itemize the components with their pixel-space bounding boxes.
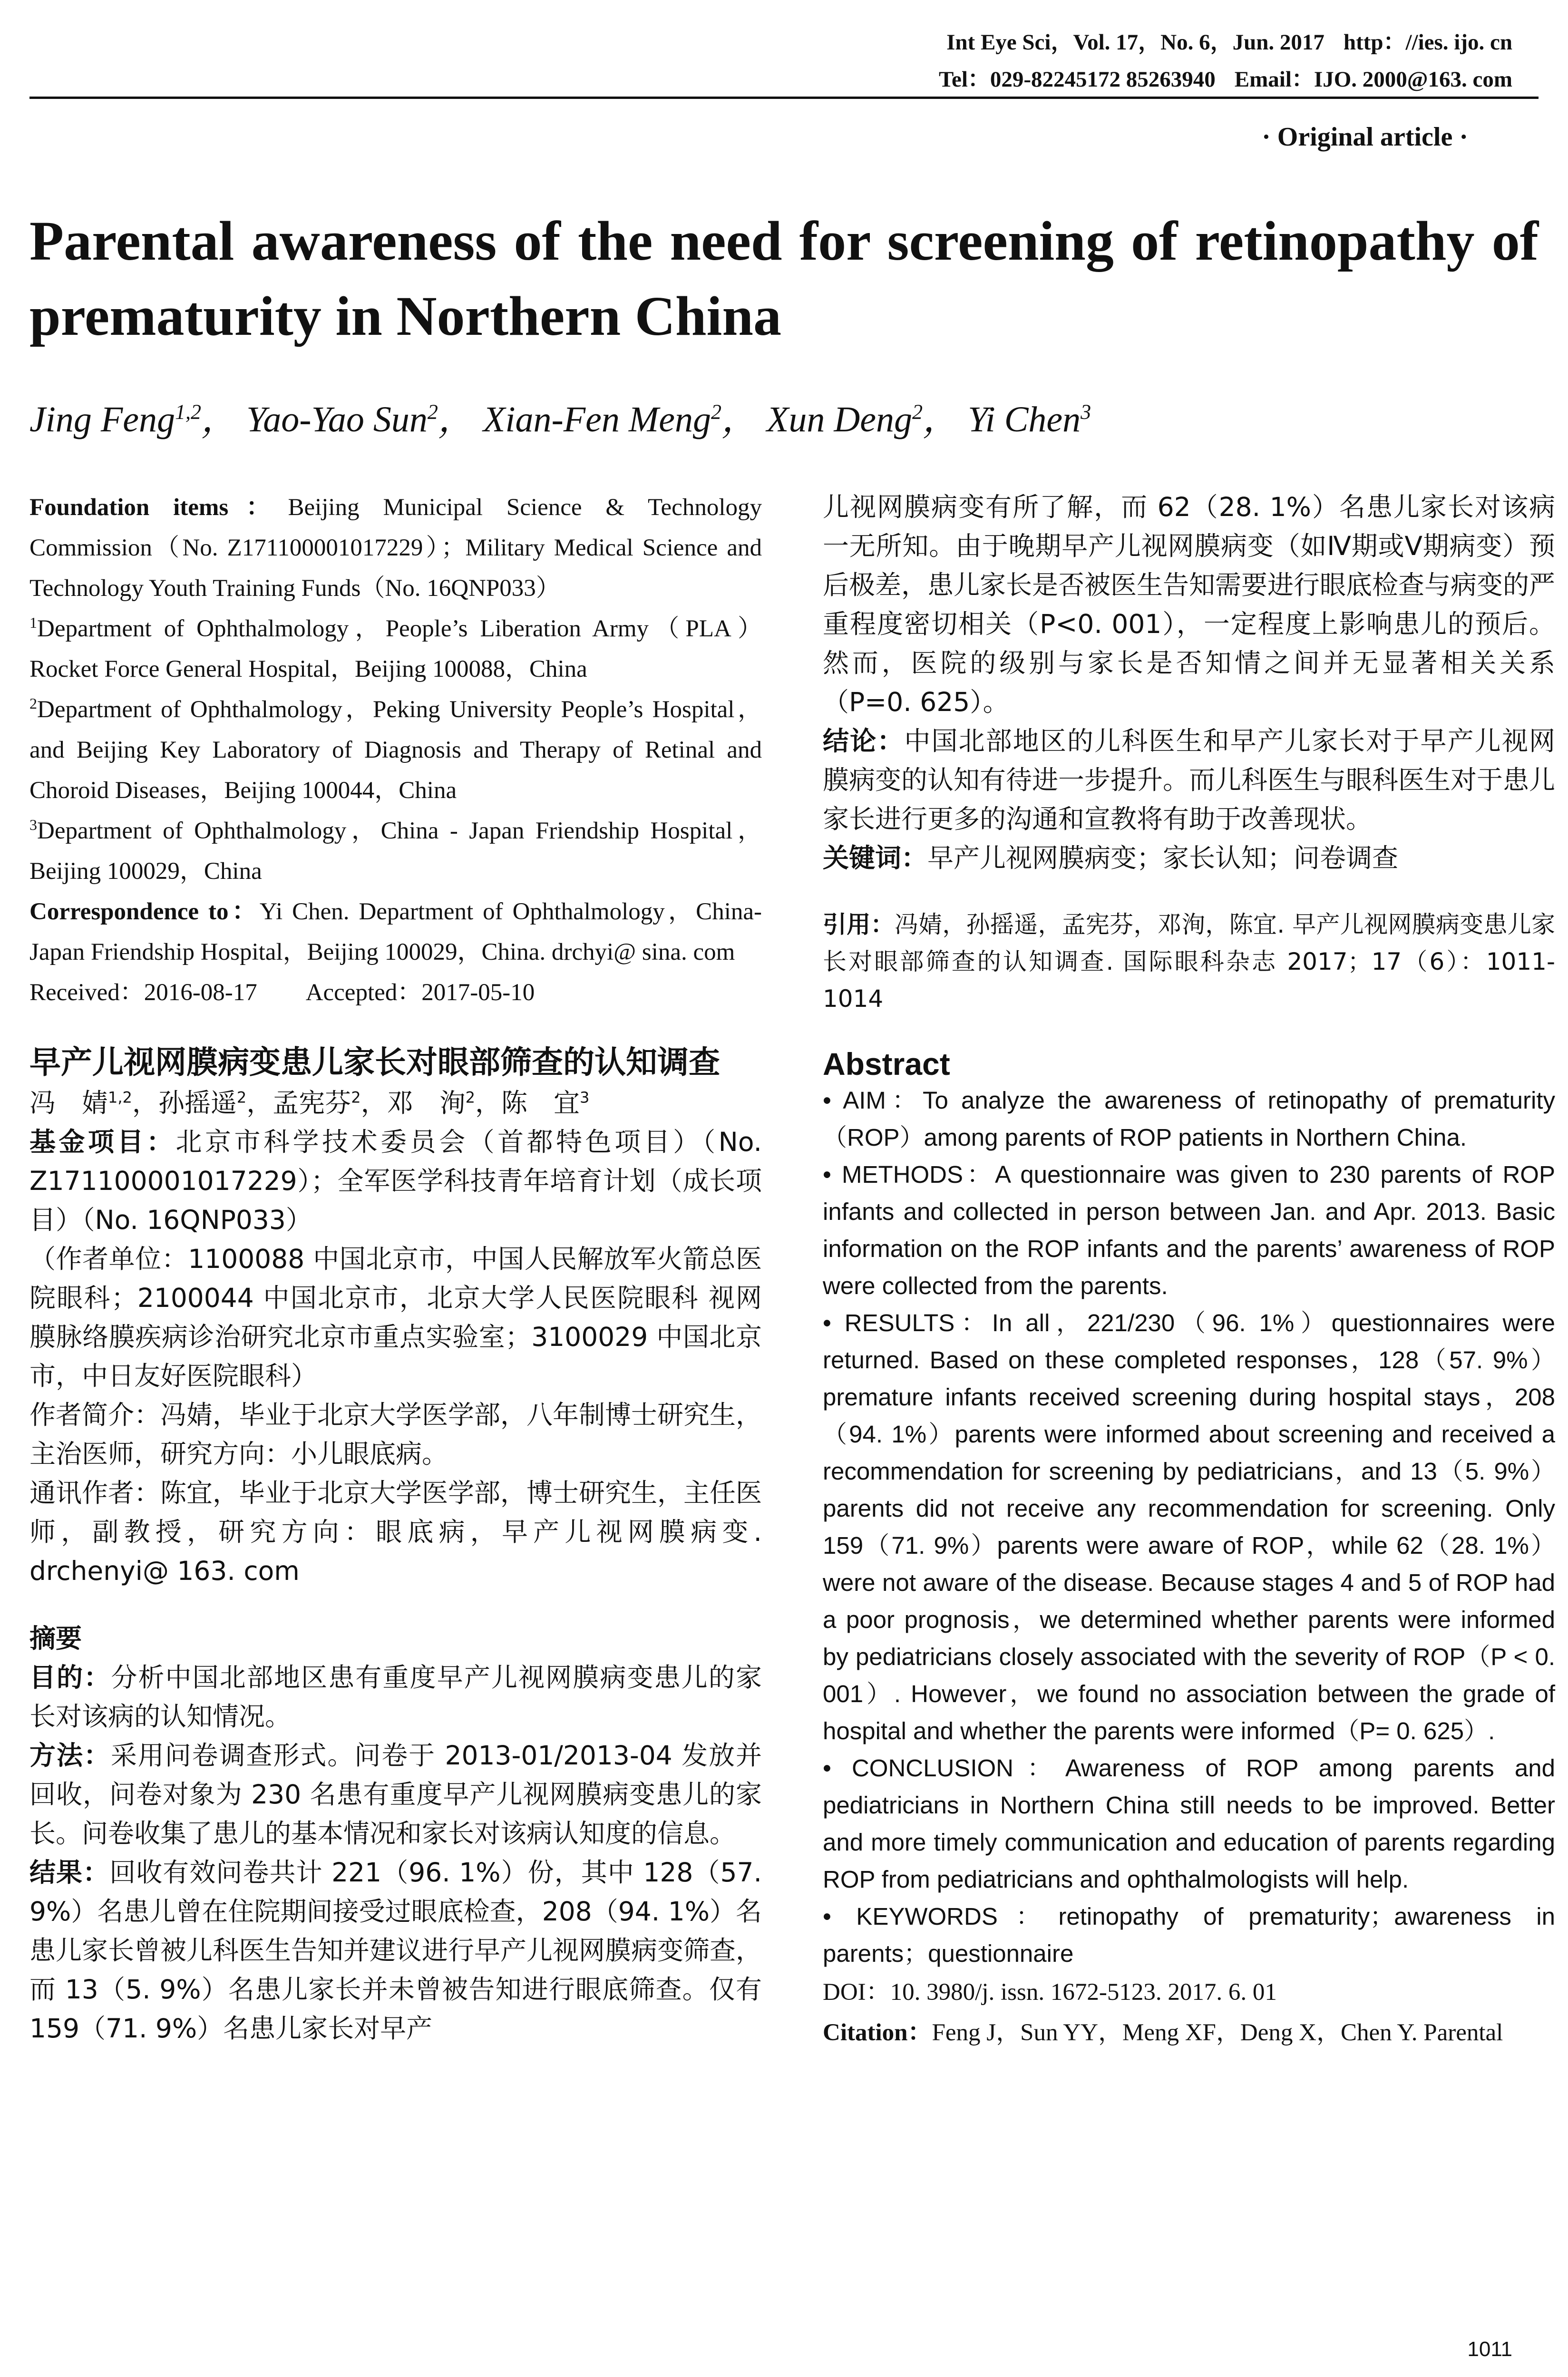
chinese-title: 早产儿视网膜病变患儿家长对眼部筛查的认知调查 <box>29 1044 720 1081</box>
chinese-author-bio: 作者简介：冯婧，毕业于北京大学医学部，八年制博士研究生，主治医师，研究方向：小儿眼底病。 <box>29 1400 762 1469</box>
author-affiliation: 2 <box>711 400 721 424</box>
left-column <box>29 487 762 2048</box>
doi[interactable]: DOI：10. 3980/j. issn. 1672-5123. 2017. 6. 01 <box>823 1979 1277 2006</box>
author-affiliation: 1,2 <box>175 400 202 424</box>
author: Yao-Yao Sun <box>246 399 428 439</box>
journal-url[interactable]: http：//ies. ijo. cn <box>1343 30 1512 55</box>
author-affiliation: 2 <box>427 400 438 424</box>
author-affiliation: 3 <box>1081 400 1091 424</box>
page-number: 1011 <box>1467 2338 1512 2361</box>
dates: Received：2016-08-17 Accepted：2017-05-10 <box>29 979 535 1006</box>
right-column <box>823 487 1555 2053</box>
journal-email[interactable]: Email：IJO. 2000@163. com <box>1234 67 1512 92</box>
chinese-units: （作者单位：1100088 中国北京市，中国人民解放军火箭总医院眼科；2100044 中国北京市，北京大学人民医院眼科 视网膜脉络膜疾病诊治研究北京市重点实验室；3100029 中国北京市，中日友好医院眼科） <box>29 1244 762 1391</box>
author: Jing Feng <box>29 399 175 439</box>
chinese-fund: 基金项目：北京市科学技术委员会（首都特色项目）（No. Z171100001017229）；全军医学科技青年培育计划（成长项目）（No. 16QNP033） <box>29 1127 762 1235</box>
chinese-correspondence: 通讯作者：陈宜，毕业于北京大学医学部，博士研究生，主任医师，副教授，研究方向：眼底病，早产儿视网膜病变. drchenyi@ 163. com <box>29 1478 762 1586</box>
journal-tel: Tel：029-82245172 85263940 <box>938 67 1216 92</box>
chinese-results: 结果：回收有效问卷共计 221（96. 1%）份，其中 128（57. 9%）名患儿曾在住院期间接受过眼底检查，208（94. 1%）名患儿家长曾被儿科医生告知并建议进行早产儿视网膜病变筛查，而 13（5. 9%）名患儿家长并未曾被告知进行眼底筛查。仅有 159（71. 9%）名患儿家长对早产 <box>29 1857 762 2044</box>
chinese-citation: 引用：冯婧，孙摇遥，孟宪芬，邓洵，陈宜. 早产儿视网膜病变患儿家长对眼部筛查的认知调查. 国际眼科杂志 2017；17（6）：1011-1014 <box>823 911 1555 1013</box>
abstract-conclusion: • CONCLUSION：Awareness of ROP among parents and pediatricians in Northern China still needs to be improved. Better and more timely communication and education of parents regarding ROP from pediatricians and ophthalmologists will help. <box>823 1754 1555 1893</box>
chinese-objective: 目的：分析中国北部地区患有重度早产儿视网膜病变患儿的家长对该病的认知情况。 <box>29 1662 762 1732</box>
affiliation-1: $^1$Department of Ophthalmology，People’s Liberation Army（PLA）Rocket Force General Hospital，Beijing 100088，China <box>29 614 762 682</box>
author-affiliation: 2 <box>912 400 923 424</box>
author: Xian-Fen Meng <box>483 399 711 439</box>
header-rule <box>29 97 1539 99</box>
affiliation-3: $^3$Department of Ophthalmology，China - Japan Friendship Hospital，Beijing 100029，China <box>29 816 762 885</box>
abstract-title: Abstract <box>823 1046 950 1081</box>
abstract-keywords: • KEYWORDS：retinopathy of prematurity；awareness in parents；questionnaire <box>823 1903 1555 1967</box>
journal-info: Int Eye Sci，Vol. 17，No. 6，Jun. 2017 <box>946 30 1325 55</box>
chinese-authors: 冯 婧$^{1,2}$，孙摇遥$^2$，孟宪芬$^2$，邓 洵$^2$，陈 宜$^3$ <box>29 1088 590 1118</box>
chinese-keywords: 关键词：早产儿视网膜病变；家长认知；问卷调查 <box>823 843 1399 873</box>
author-list: Jing Feng$^{1,2}$， Yao-Yao Sun$^2$， Xian-Fen Meng$^2$， Xun Deng$^2$， Yi Chen$^3$ <box>29 399 1091 439</box>
abstract-methods: • METHODS：A questionnaire was given to 230 parents of ROP infants and collected in person between Jan. and Apr. 2013. Basic information on the ROP infants and the parents’ awareness of ROP were collected from the parents. <box>823 1161 1555 1299</box>
author: Yi Chen <box>968 399 1081 439</box>
chinese-methods: 方法：采用问卷调查形式。问卷于 2013-01/2013-04 发放并回收，问卷对象为 230 名患有重度早产儿视网膜病变患儿的家长。问卷收集了患儿的基本情况和家长对该病认知度的信息。 <box>29 1740 762 1849</box>
chinese-results-continued: 儿视网膜病变有所了解，而 62（28. 1%）名患儿家长对该病一无所知。由于晚期早产儿视网膜病变（如Ⅳ期或Ⅴ期病变）预后极差，患儿家长是否被医生告知需要进行眼底检查与病变的严重程度密切相关（P<0. 001），一定程度上影响患儿的预后。然而，医院的级别与家长是否知情之间并无显著相关关系（P=0. 625）。 <box>823 492 1556 717</box>
article-title: Parental awareness of the need for screening of retinopathy of prematurity in Northern China <box>29 210 1539 347</box>
citation: Citation：Feng J，Sun YY，Meng XF，Deng X，Chen Y. Parental <box>823 2019 1503 2046</box>
running-header <box>939 24 1512 98</box>
article-type: · Original article · <box>1262 122 1468 152</box>
chinese-abstract-title: 摘要 <box>29 1623 82 1654</box>
foundation-items: Foundation items：Beijing Municipal Science & Technology Commission（No. Z171100001017229）；Military Medical Science and Technology Youth Training Funds（No. 16QNP033） <box>29 494 762 602</box>
chinese-conclusion: 结论：中国北部地区的儿科医生和早产儿家长对于早产儿视网膜病变的认知有待进一步提升。而儿科医生与眼科医生对于患儿家长进行更多的沟通和宣教将有助于改善现状。 <box>823 726 1556 834</box>
affiliation-2: $^2$Department of Ophthalmology，Peking University People’s Hospital，and Beijing Key Laboratory of Diagnosis and Therapy of Retinal and Choroid Diseases，Beijing 100044，China <box>29 695 762 804</box>
abstract-results: • RESULTS：In all，221/230（96. 1%）questionnaires were returned. Based on these completed responses，128（57. 9%）premature infants received screening during hospital stays，208（94. 1%）parents were informed about screening and received a recommendation for screening by pediatricians，and 13（5. 9%）parents did not receive any recommendation for screening. Only 159（71. 9%）parents were aware of ROP，while 62（28. 1%）were not aware of the disease. Because stages 4 and 5 of ROP had a poor prognosis，we determined whether parents were informed by pediatricians closely associated with the severity of ROP（P < 0. 001）. However，we found no association between the grade of hospital and whether the parents were informed（P= 0. 625）. <box>823 1309 1555 1744</box>
correspondence: Correspondence to：Yi Chen. Department of Ophthalmology，China-Japan Friendship Hospital，Beijing 100029，China. drchyi@ sina. com <box>29 898 762 965</box>
author: Xun Deng <box>766 399 912 439</box>
abstract-aim: • AIM：To analyze the awareness of retinopathy of prematurity（ROP）among parents of ROP patients in Northern China. <box>823 1087 1555 1151</box>
